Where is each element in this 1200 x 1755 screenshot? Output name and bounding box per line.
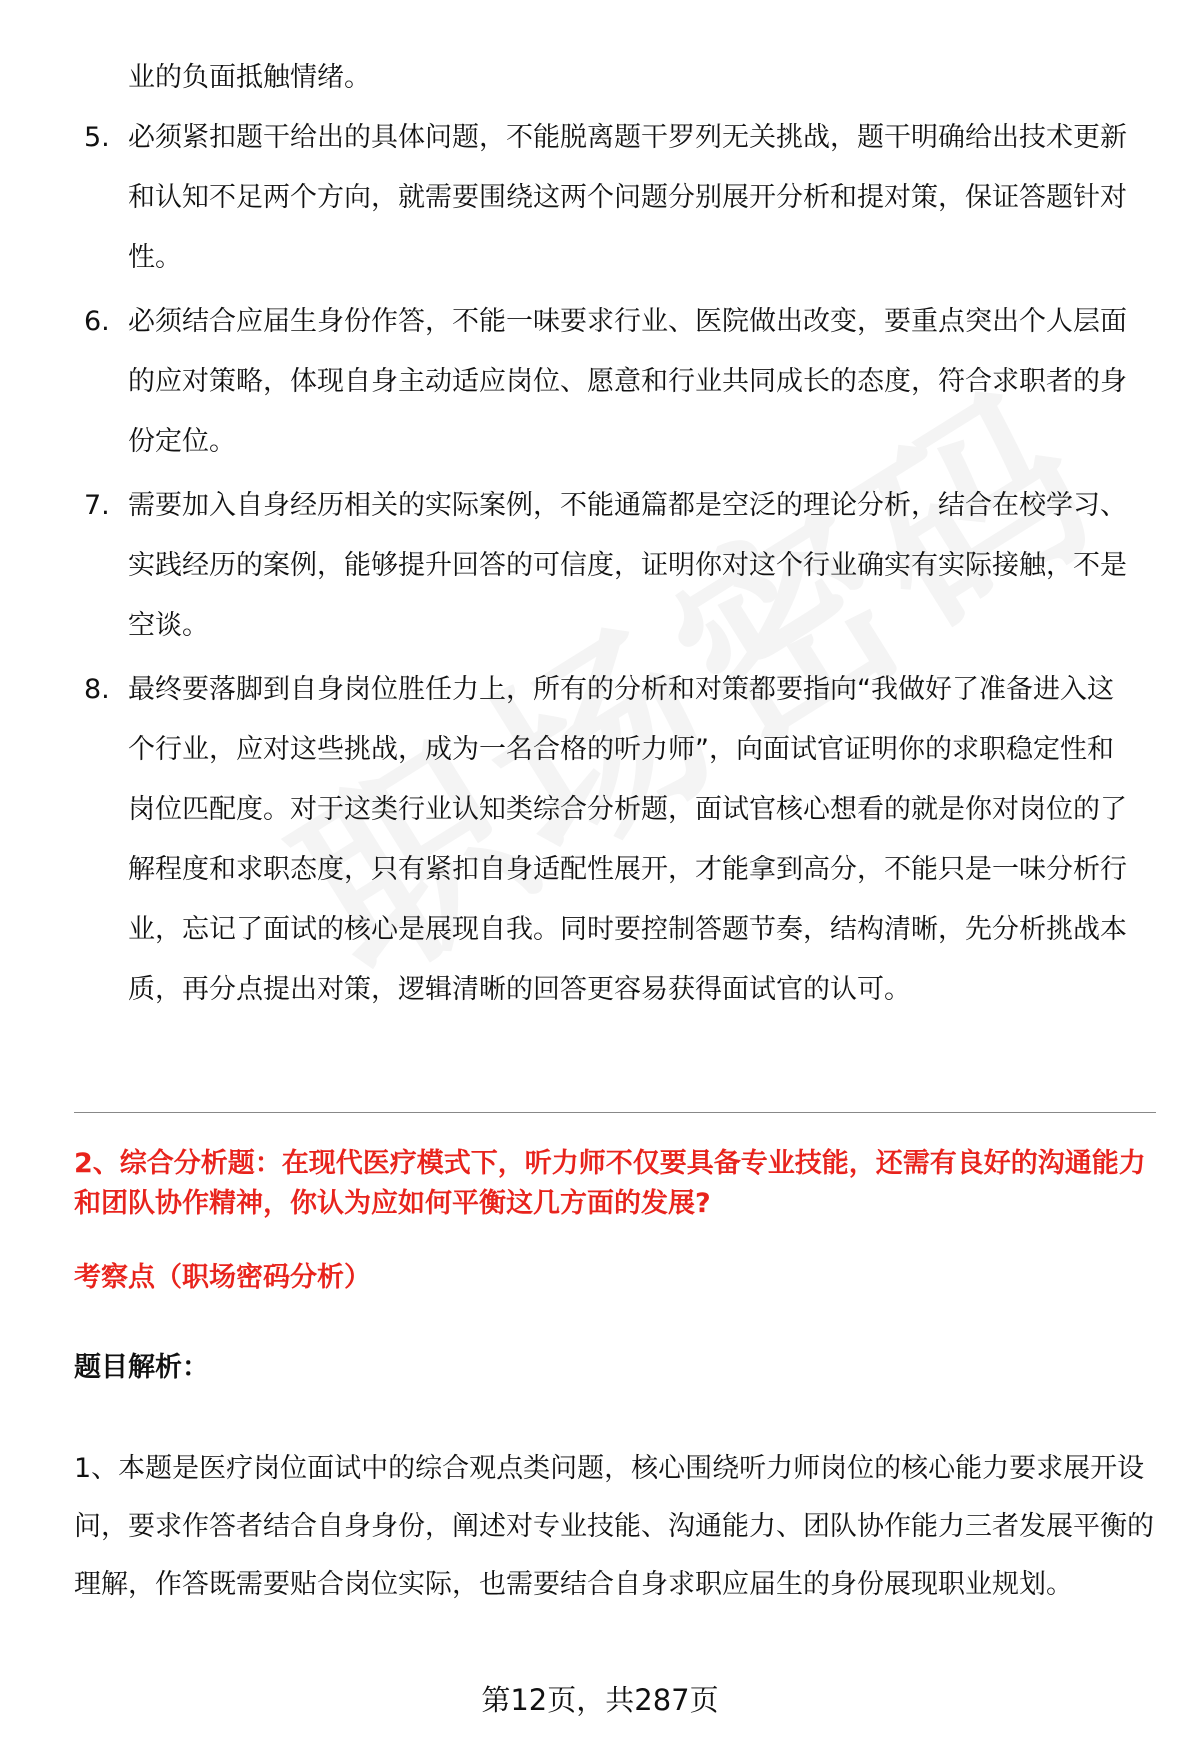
question-heading: 2、综合分析题：在现代医疗模式下，听力师不仅要具备专业技能，还需有良好的沟通能力和团队协作精神，你认为应如何平衡这几方面的发展?: [74, 1148, 1146, 1219]
list-item-number: 5.: [84, 122, 110, 153]
continuation-text: 业的负面抵触情绪。: [128, 62, 371, 93]
numbered-list: [0, 108, 1200, 1024]
list-item: [0, 292, 1200, 472]
page-number: 第12页，共287页: [481, 1683, 719, 1717]
list-item-number: 7.: [84, 490, 110, 521]
list-item: [0, 660, 1200, 1020]
list-item-text: 必须结合应届生身份作答，不能一味要求行业、医院做出改变，要重点突出个人层面的应对策略，体现自身主动适应岗位、愿意和行业共同成长的态度，符合求职者的身份定位。: [128, 306, 1127, 457]
list-item-number: 6.: [84, 306, 110, 337]
list-item: [0, 476, 1200, 656]
list-item-text: 需要加入自身经历相关的实际案例，不能通篇都是空泛的理论分析，结合在校学习、实践经历的案例，能够提升回答的可信度，证明你对这个行业确实有实际接触，不是空谈。: [128, 490, 1127, 641]
list-item-text: 必须紧扣题干给出的具体问题，不能脱离题干罗列无关挑战，题干明确给出技术更新和认知不足两个方向，就需要围绕这两个问题分别展开分析和提对策，保证答题针对性。: [128, 122, 1127, 273]
list-item-text: 最终要落脚到自身岗位胜任力上，所有的分析和对策都要指向“我做好了准备进入这个行业，应对这些挑战，成为一名合格的听力师”，向面试官证明你的求职稳定性和岗位匹配度。对于这类行业认知类综合分析题，面试官核心想看的就是你对岗位的了解程度和求职态度，只有紧扣自身适配性展开，才能拿到高分，不能只是一味分析行业，忘记了面试的核心是展现自我。同时要控制答题节奏，结构清晰，先分析挑战本质，再分点提出对策，逻辑清晰的回答更容易获得面试官的认可。: [128, 674, 1127, 1005]
analysis-heading: 题目解析：: [74, 1352, 209, 1383]
exam-point-heading: 考察点（职场密码分析）: [74, 1262, 371, 1293]
analysis-paragraph: 1、本题是医疗岗位面试中的综合观点类问题，核心围绕听力师岗位的核心能力要求展开设问，要求作答者结合自身身份，阐述对专业技能、沟通能力、团队协作能力三者发展平衡的理解，作答既需要贴合岗位实际，也需要结合自身求职应届生的身份展现职业规划。: [74, 1453, 1154, 1600]
list-item-number: 8.: [84, 674, 110, 705]
section-divider: [74, 1112, 1156, 1113]
list-item: [0, 108, 1200, 288]
